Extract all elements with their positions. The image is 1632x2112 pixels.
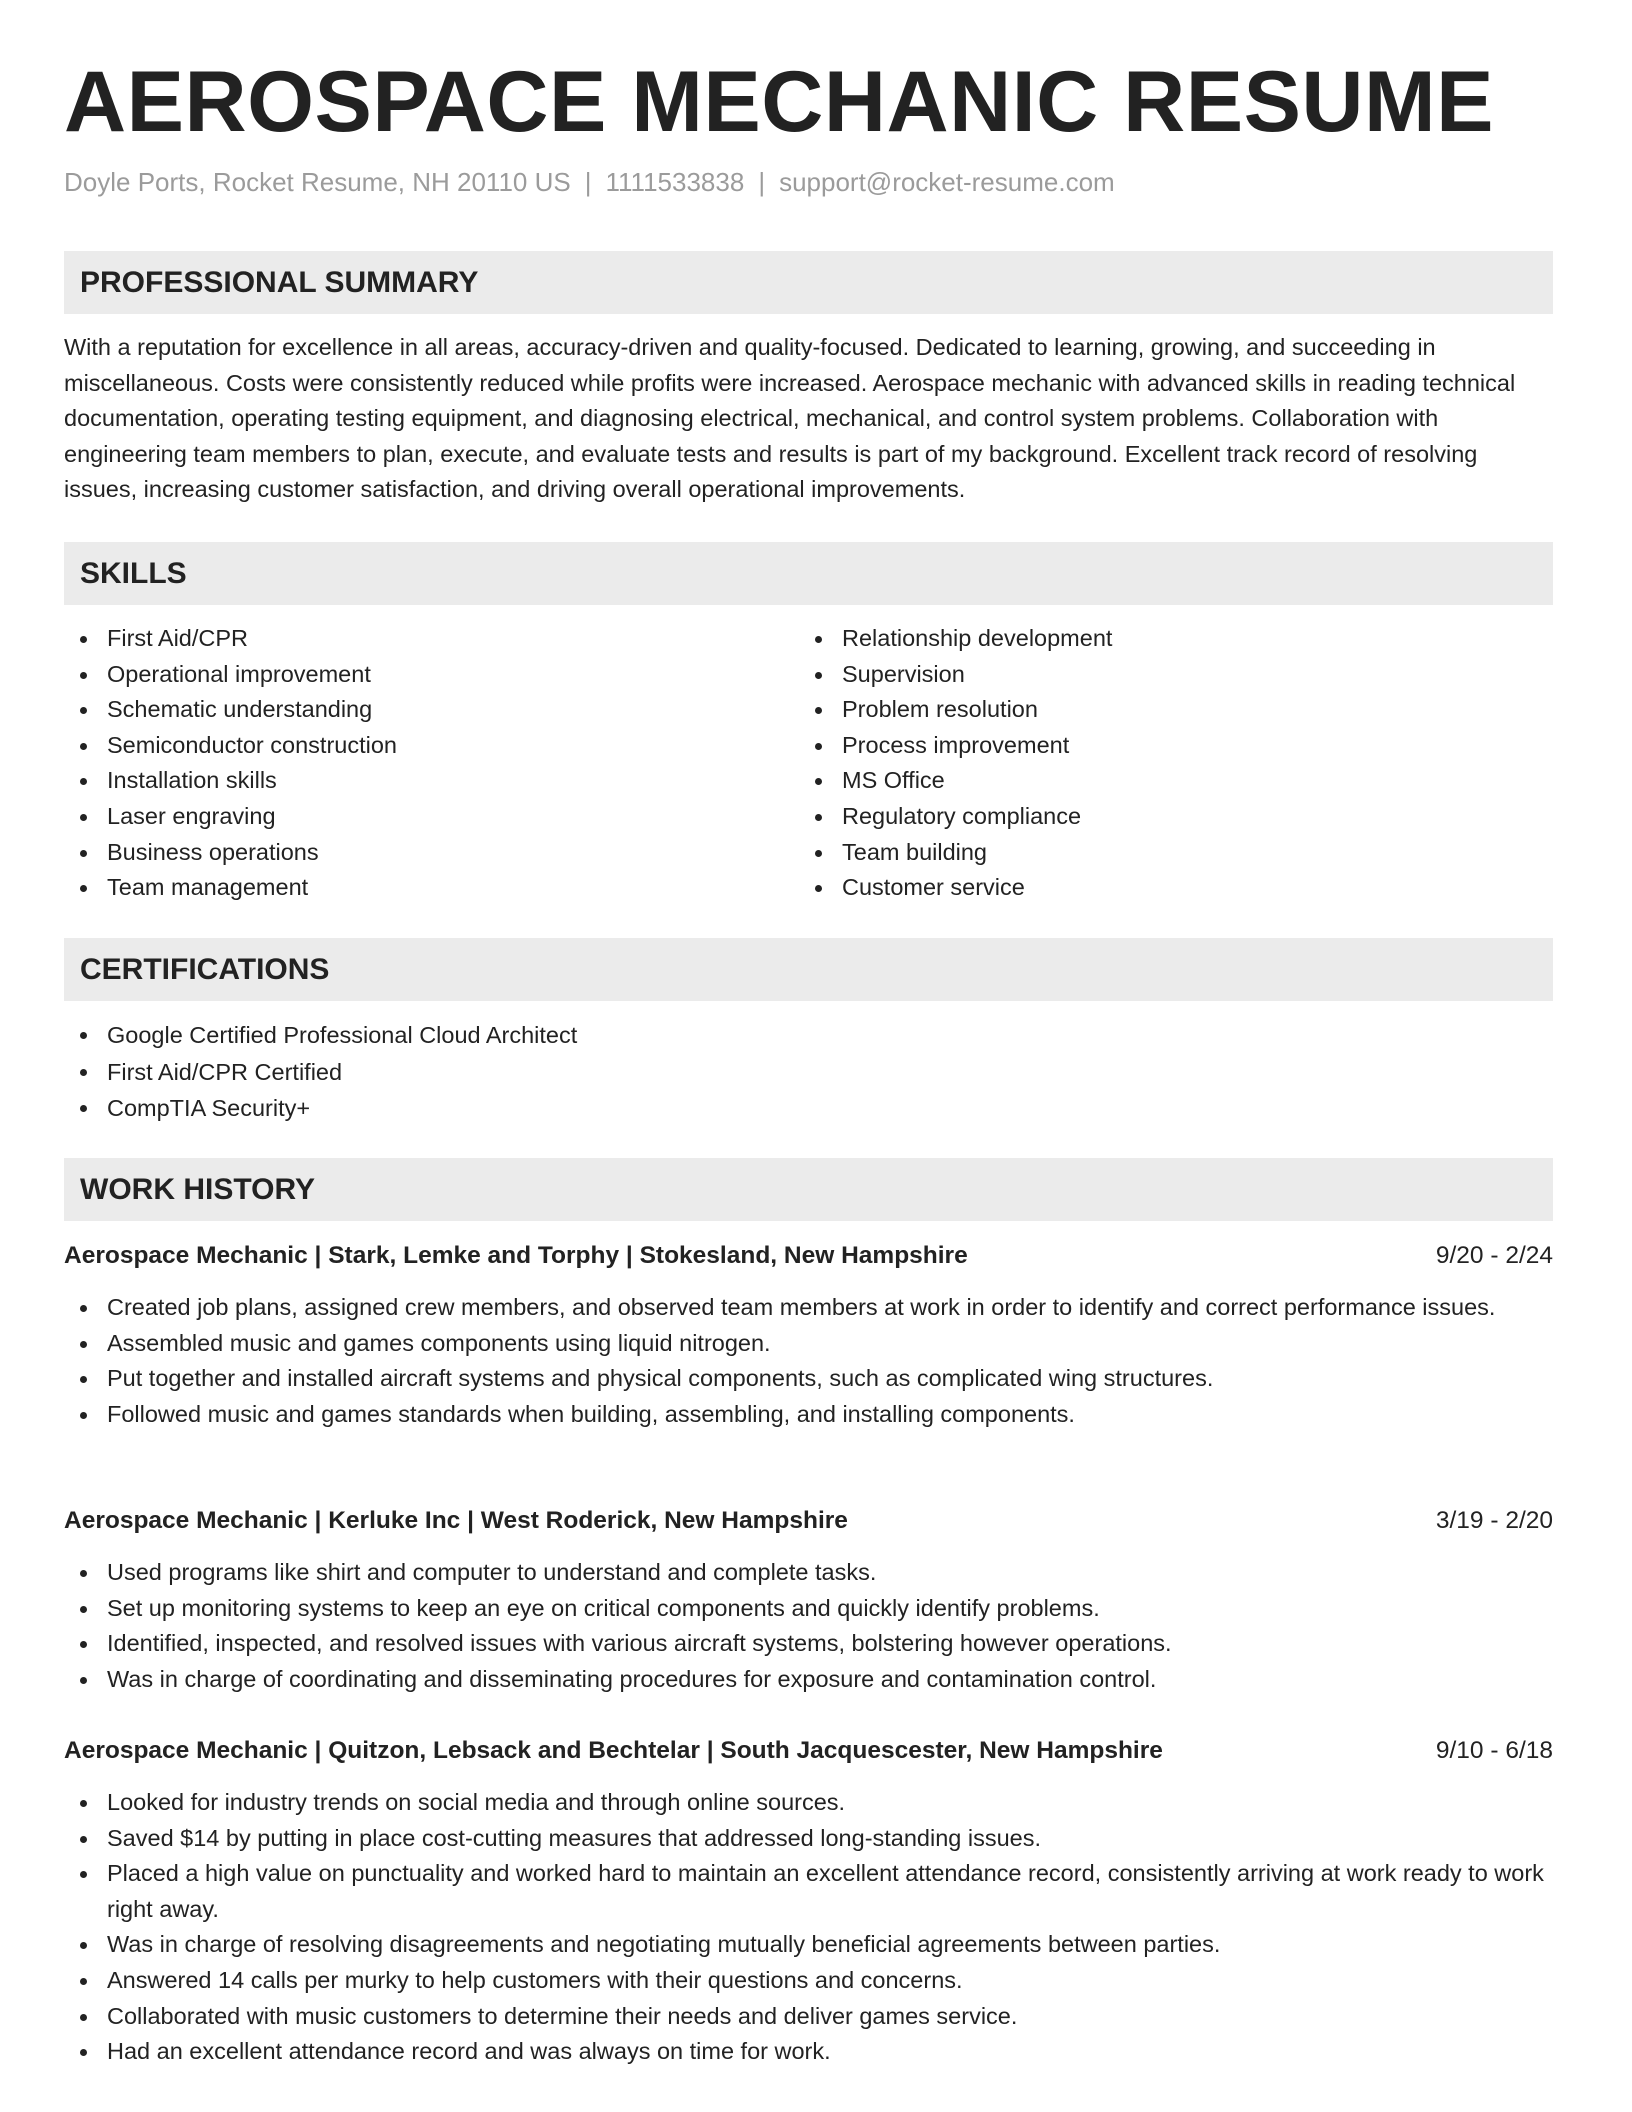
list-item: Was in charge of coordinating and disseminating procedures for exposure and contamination control. xyxy=(64,1662,1553,1698)
list-item: Problem resolution xyxy=(799,692,1499,728)
job-header xyxy=(64,1503,1553,1539)
job-entry xyxy=(64,1503,1553,1697)
job-entry xyxy=(64,1238,1553,1432)
list-item: Collaborated with music customers to determine their needs and deliver games service. xyxy=(64,1999,1553,2035)
certifications-section-header xyxy=(64,938,1553,1001)
skills-heading: SKILLS xyxy=(80,557,187,590)
list-item: Was in charge of resolving disagreements and negotiating mutually beneficial agreements between parties. xyxy=(64,1927,1553,1963)
list-item: CompTIA Security+ xyxy=(64,1090,1553,1127)
job-title: Aerospace Mechanic | Stark, Lemke and Torphy | Stokesland, New Hampshire xyxy=(64,1242,968,1269)
contact-address: Doyle Ports, Rocket Resume, NH 20110 US xyxy=(64,167,571,197)
job-dates: 9/20 - 2/24 xyxy=(1435,1242,1553,1269)
skills-list-left xyxy=(64,621,764,906)
job-dates: 3/19 - 2/20 xyxy=(1435,1507,1553,1534)
list-item: Saved $14 by putting in place cost-cutting measures that addressed long-standing issues. xyxy=(64,1821,1553,1857)
list-item: Google Certified Professional Cloud Architect xyxy=(64,1017,1553,1054)
summary-section-header xyxy=(64,251,1553,314)
resume-title: AEROSPACE MECHANIC RESUME xyxy=(64,54,1495,150)
summary-text: With a reputation for excellence in all areas, accuracy-driven and quality-focused. Dedicated to learning, growing, and succeeding in miscellaneous. Costs were consistently reduced while profits were increased. Aerospace mechanic with advanced skills in reading technical documentation, operating testing equipment, and diagnosing electrical, mechanical, and control system problems. Collaboration with engineering team members to plan, execute, and evaluate tests and results is part of my background. Excellent track record of resolving issues, increasing customer satisfaction, and driving overall operational improvements. xyxy=(64,334,1516,503)
certifications-heading: CERTIFICATIONS xyxy=(80,953,330,986)
list-item: Created job plans, assigned crew members, and observed team members at work in order to identify and correct performance issues. xyxy=(64,1290,1553,1326)
list-item: Supervision xyxy=(799,657,1499,693)
list-item: Relationship development xyxy=(799,621,1499,657)
skills-column-left xyxy=(64,621,764,906)
list-item: Followed music and games standards when building, assembling, and installing components. xyxy=(64,1397,1553,1433)
list-item: Put together and installed aircraft systems and physical components, such as complicated wing structures. xyxy=(64,1361,1553,1397)
contact-line xyxy=(64,164,1115,200)
list-item: Assembled music and games components using liquid nitrogen. xyxy=(64,1326,1553,1362)
list-item: Answered 14 calls per murky to help customers with their questions and concerns. xyxy=(64,1963,1553,1999)
skills-list-right xyxy=(799,621,1499,906)
job-title: Aerospace Mechanic | Quitzon, Lebsack and Bechtelar | South Jacquescester, New Hampshire xyxy=(64,1737,1163,1764)
list-item: Process improvement xyxy=(799,728,1499,764)
list-item: Team management xyxy=(64,870,764,906)
work-history-heading: WORK HISTORY xyxy=(80,1173,316,1206)
contact-phone: 1111533838 xyxy=(605,167,745,197)
certifications-list xyxy=(64,1017,1553,1127)
certifications-block xyxy=(64,1017,1553,1127)
list-item: First Aid/CPR xyxy=(64,621,764,657)
list-item: Team building xyxy=(799,835,1499,871)
contact-email: support@rocket-resume.com xyxy=(779,167,1115,197)
list-item: Laser engraving xyxy=(64,799,764,835)
list-item: Business operations xyxy=(64,835,764,871)
job-bullets xyxy=(64,1785,1553,2070)
list-item: First Aid/CPR Certified xyxy=(64,1054,1553,1091)
skills-section-header xyxy=(64,542,1553,605)
work-history-section-header xyxy=(64,1158,1553,1221)
skills-column-right xyxy=(799,621,1499,906)
list-item: Identified, inspected, and resolved issues with various aircraft systems, bolstering however operations. xyxy=(64,1626,1553,1662)
job-entry xyxy=(64,1733,1553,2070)
list-item: Customer service xyxy=(799,870,1499,906)
list-item: Regulatory compliance xyxy=(799,799,1499,835)
list-item: Installation skills xyxy=(64,763,764,799)
job-bullets xyxy=(64,1555,1553,1697)
list-item: MS Office xyxy=(799,763,1499,799)
list-item: Set up monitoring systems to keep an eye on critical components and quickly identify problems. xyxy=(64,1591,1553,1627)
job-bullets xyxy=(64,1290,1553,1432)
list-item: Schematic understanding xyxy=(64,692,764,728)
list-item: Operational improvement xyxy=(64,657,764,693)
summary-heading: PROFESSIONAL SUMMARY xyxy=(80,266,479,299)
list-item: Looked for industry trends on social media and through online sources. xyxy=(64,1785,1553,1821)
job-title: Aerospace Mechanic | Kerluke Inc | West Roderick, New Hampshire xyxy=(64,1507,848,1534)
job-header xyxy=(64,1238,1553,1274)
list-item: Had an excellent attendance record and was always on time for work. xyxy=(64,2034,1553,2070)
job-dates: 9/10 - 6/18 xyxy=(1435,1737,1553,1764)
contact-separator: | xyxy=(584,167,592,197)
list-item: Placed a high value on punctuality and worked hard to maintain an excellent attendance record, consistently arriving at work ready to work right away. xyxy=(64,1856,1553,1927)
list-item: Semiconductor construction xyxy=(64,728,764,764)
contact-separator: | xyxy=(758,167,766,197)
job-header xyxy=(64,1733,1553,1769)
list-item: Used programs like shirt and computer to understand and complete tasks. xyxy=(64,1555,1553,1591)
